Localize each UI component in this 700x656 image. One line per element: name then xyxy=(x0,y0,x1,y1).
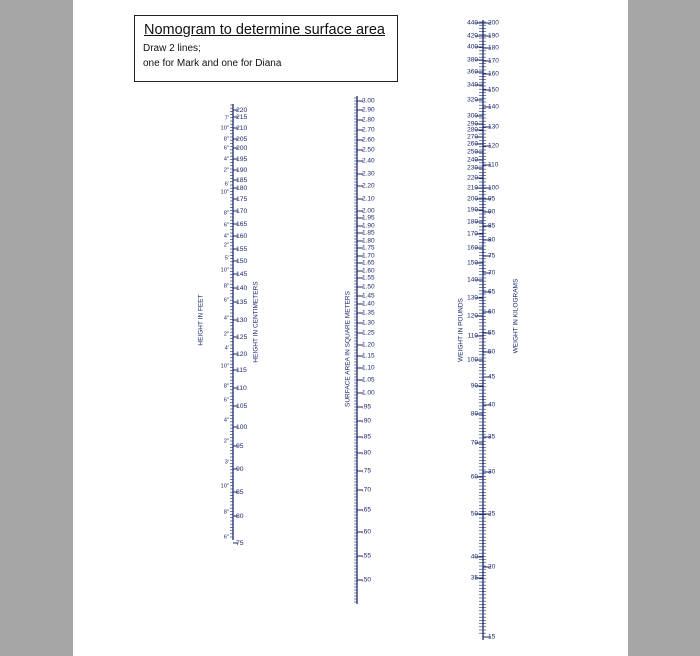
height-ft-tick-label: 2" xyxy=(223,167,229,174)
weight-kg-tick-label: 85 xyxy=(488,222,496,230)
height-ft-tick-label: 10" xyxy=(220,483,229,490)
weight-lb-tick-label: 130 xyxy=(467,294,478,302)
surface-area-scale xyxy=(345,96,375,604)
surface-tick-label: 2.00 xyxy=(362,207,375,215)
surface-tick-label: 1.70 xyxy=(362,252,375,260)
weight-lb-tick-label: 260 xyxy=(467,140,478,148)
weight-lb-tick-label: 160 xyxy=(467,244,478,252)
height-ft-tick-label: 8" xyxy=(223,136,229,143)
instruction-line-2: one for Mark and one for Diana xyxy=(143,58,282,69)
weight-lb-tick-label: 170 xyxy=(467,230,478,238)
surface-tick-label: .65 xyxy=(362,506,372,514)
surface-tick-label: 2.50 xyxy=(362,146,375,154)
weight-kg-tick-label: 160 xyxy=(488,70,499,78)
surface-tick-label: 2.60 xyxy=(362,136,375,144)
height-ft-tick-label: 4" xyxy=(223,156,229,163)
weight-lb-tick-label: 340 xyxy=(467,81,478,89)
weight-lb-tick-label: 140 xyxy=(467,276,478,284)
weight-kg-tick-label: 190 xyxy=(488,32,499,40)
surface-tick-label: .95 xyxy=(362,403,372,411)
height-ft-tick-label: 8" xyxy=(223,383,229,390)
height-cm-tick-label: 125 xyxy=(236,333,248,341)
weight-kg-tick-label: 80 xyxy=(488,236,496,244)
surface-tick-label: 1.45 xyxy=(362,292,375,300)
surface-tick-label: 1.80 xyxy=(362,237,375,245)
weight-lb-tick-label: 400 xyxy=(467,43,478,51)
weight-scale xyxy=(458,20,520,641)
weight-kg-tick-label: 15 xyxy=(488,633,496,641)
height-ft-tick-label: 6" xyxy=(223,397,229,404)
height-cm-tick-label: 105 xyxy=(236,402,248,410)
surface-tick-label: .80 xyxy=(362,449,372,457)
height-cm-tick-label: 180 xyxy=(236,184,248,192)
weight-kg-tick-label: 180 xyxy=(488,44,499,52)
height-ft-tick-label: 8" xyxy=(223,283,229,290)
height-cm-tick-label: 90 xyxy=(236,465,244,473)
height-ft-tick-label: 10" xyxy=(220,125,229,132)
instruction-line-1: Draw 2 lines; xyxy=(143,43,201,54)
surface-tick-label: 1.30 xyxy=(362,319,375,327)
height-ft-tick-label: 6" xyxy=(223,297,229,304)
surface-tick-label: 2.70 xyxy=(362,126,375,134)
weight-lb-tick-label: 420 xyxy=(467,32,478,40)
surface-tick-label: .75 xyxy=(362,467,372,475)
height-ft-tick-label: 6" xyxy=(223,222,229,229)
surface-tick-label: .60 xyxy=(362,528,372,536)
weight-lb-tick-label: 200 xyxy=(467,195,478,203)
weight-lb-tick-label: 80 xyxy=(470,410,478,418)
height-cm-axis-label: HEIGHT IN CENTIMETERS xyxy=(252,281,260,363)
height-cm-tick-label: 155 xyxy=(236,245,248,253)
weight-lb-tick-label: 90 xyxy=(470,382,478,390)
height-ft-tick-label: 6" xyxy=(223,534,229,541)
weight-lb-tick-label: 100 xyxy=(467,356,478,364)
height-cm-tick-label: 205 xyxy=(236,135,248,143)
weight-lb-tick-label: 440 xyxy=(467,19,478,27)
height-ft-tick-label: 4" xyxy=(223,233,229,240)
weight-kg-tick-label: 70 xyxy=(488,269,496,277)
surface-tick-label: .90 xyxy=(362,417,372,425)
height-cm-tick-label: 200 xyxy=(236,144,248,152)
weight-kg-tick-label: 95 xyxy=(488,195,496,203)
weight-kg-tick-label: 25 xyxy=(488,510,496,518)
height-cm-tick-label: 100 xyxy=(236,423,248,431)
weight-kg-tick-label: 130 xyxy=(488,123,499,131)
weight-lb-tick-label: 190 xyxy=(467,206,478,214)
weight-lb-tick-label: 40 xyxy=(470,553,478,561)
weight-lb-tick-label: 290 xyxy=(467,120,478,128)
weight-lb-tick-label: 150 xyxy=(467,259,478,267)
weight-kg-tick-label: 35 xyxy=(488,433,496,441)
weight-lb-tick-label: 230 xyxy=(467,164,478,172)
surface-tick-label: 1.60 xyxy=(362,267,375,275)
weight-kg-tick-label: 60 xyxy=(488,308,496,316)
surface-tick-label: 1.25 xyxy=(362,329,375,337)
weight-kg-tick-label: 20 xyxy=(488,563,496,571)
weight-kg-tick-label: 100 xyxy=(488,184,499,192)
height-cm-tick-label: 140 xyxy=(236,284,248,292)
height-ft-tick-label: 3' xyxy=(224,459,229,466)
weight-lb-tick-label: 210 xyxy=(467,184,478,192)
surface-tick-label: 1.95 xyxy=(362,214,375,222)
weight-kg-tick-label: 140 xyxy=(488,103,499,111)
height-cm-tick-label: 85 xyxy=(236,488,244,496)
height-ft-tick-label: 10" xyxy=(220,267,229,274)
weight-lb-tick-label: 50 xyxy=(470,510,478,518)
height-ft-tick-label: 8" xyxy=(223,210,229,217)
height-cm-tick-label: 75 xyxy=(236,539,244,547)
height-ft-tick-label: 6' xyxy=(224,181,229,188)
surface-tick-label: 1.35 xyxy=(362,309,375,317)
surface-tick-label: 1.00 xyxy=(362,389,375,397)
surface-tick-label: 1.55 xyxy=(362,274,375,282)
height-cm-tick-label: 165 xyxy=(236,220,248,228)
weight-lb-tick-label: 380 xyxy=(467,56,478,64)
weight-lb-tick-label: 35 xyxy=(470,574,478,582)
surface-tick-label: 2.30 xyxy=(362,170,375,178)
surface-tick-label: 2.40 xyxy=(362,157,375,165)
height-feet-axis-label: HEIGHT IN FEET xyxy=(197,294,205,346)
weight-kg-tick-label: 170 xyxy=(488,57,499,65)
weight-kg-tick-label: 65 xyxy=(488,288,496,296)
surface-tick-label: 1.40 xyxy=(362,300,375,308)
weight-lb-tick-label: 120 xyxy=(467,312,478,320)
height-cm-tick-label: 190 xyxy=(236,166,248,174)
surface-tick-label: 1.75 xyxy=(362,244,375,252)
weight-kg-axis-label: WEIGHT IN KILOGRAMS xyxy=(512,278,520,354)
weight-lb-tick-label: 320 xyxy=(467,96,478,104)
weight-lb-tick-label: 270 xyxy=(467,133,478,141)
height-cm-tick-label: 185 xyxy=(236,176,248,184)
surface-tick-label: 1.15 xyxy=(362,352,375,360)
weight-lb-tick-label: 300 xyxy=(467,112,478,120)
weight-lb-tick-label: 220 xyxy=(467,174,478,182)
weight-lb-tick-label: 70 xyxy=(470,439,478,447)
surface-tick-label: 1.65 xyxy=(362,259,375,267)
weight-kg-tick-label: 200 xyxy=(488,19,499,27)
height-ft-tick-label: 2" xyxy=(223,331,229,338)
weight-kg-tick-label: 40 xyxy=(488,401,496,409)
weight-kg-tick-label: 90 xyxy=(488,208,496,216)
height-cm-tick-label: 130 xyxy=(236,316,248,324)
height-cm-tick-label: 160 xyxy=(236,232,248,240)
nomogram-title: Nomogram to determine surface area xyxy=(144,22,385,38)
surface-tick-label: 2.10 xyxy=(362,195,375,203)
surface-tick-label: .85 xyxy=(362,433,372,441)
weight-lb-tick-label: 180 xyxy=(467,218,478,226)
surface-tick-label: 1.20 xyxy=(362,341,375,349)
weight-lb-axis-label: WEIGHT IN POUNDS xyxy=(457,298,465,362)
height-ft-tick-label: 10" xyxy=(220,189,229,196)
height-ft-tick-label: 8" xyxy=(223,509,229,516)
height-cm-tick-label: 215 xyxy=(236,113,248,121)
weight-kg-tick-label: 50 xyxy=(488,348,496,356)
weight-kg-tick-label: 120 xyxy=(488,142,499,150)
height-cm-tick-label: 210 xyxy=(236,124,248,132)
height-cm-tick-label: 220 xyxy=(236,106,248,114)
weight-lb-tick-label: 110 xyxy=(467,332,478,340)
height-cm-tick-label: 195 xyxy=(236,155,248,163)
height-ft-tick-label: 10" xyxy=(220,363,229,370)
height-ft-tick-label: 7' xyxy=(224,115,229,122)
surface-tick-label: 1.50 xyxy=(362,283,375,291)
weight-lb-tick-label: 60 xyxy=(470,473,478,481)
surface-tick-label: 1.05 xyxy=(362,376,375,384)
weight-lb-tick-label: 240 xyxy=(467,156,478,164)
height-cm-tick-label: 110 xyxy=(236,384,247,392)
surface-tick-label: .55 xyxy=(362,552,372,560)
weight-kg-tick-label: 110 xyxy=(488,161,499,169)
height-ft-tick-label: 6" xyxy=(223,145,229,152)
surface-tick-label: 3.00 xyxy=(362,97,375,105)
weight-lb-tick-label: 250 xyxy=(467,148,478,156)
height-cm-tick-label: 150 xyxy=(236,257,248,265)
surface-tick-label: 2.90 xyxy=(362,106,375,114)
height-cm-tick-label: 135 xyxy=(236,298,248,306)
height-cm-tick-label: 95 xyxy=(236,442,244,450)
surface-axis-label: SURFACE AREA IN SQUARE METERS xyxy=(344,291,352,407)
surface-tick-label: 2.80 xyxy=(362,116,375,124)
surface-tick-label: 1.85 xyxy=(362,229,375,237)
weight-kg-tick-label: 150 xyxy=(488,86,499,94)
weight-kg-tick-label: 45 xyxy=(488,373,496,381)
height-ft-tick-label: 4' xyxy=(224,345,229,352)
surface-tick-label: .70 xyxy=(362,486,372,494)
height-cm-tick-label: 145 xyxy=(236,270,248,278)
height-cm-tick-label: 115 xyxy=(236,366,247,374)
height-ft-tick-label: 5' xyxy=(224,255,229,262)
weight-kg-tick-label: 30 xyxy=(488,468,496,476)
height-cm-tick-label: 120 xyxy=(236,350,248,358)
weight-lb-tick-label: 360 xyxy=(467,68,478,76)
height-cm-tick-label: 80 xyxy=(236,512,244,520)
surface-tick-label: 1.10 xyxy=(362,364,375,372)
height-cm-tick-label: 170 xyxy=(236,207,248,215)
surface-tick-label: 2.20 xyxy=(362,182,375,190)
height-scale xyxy=(198,104,260,547)
height-ft-tick-label: 4" xyxy=(223,417,229,424)
weight-kg-tick-label: 75 xyxy=(488,252,496,260)
height-ft-tick-label: 4" xyxy=(223,315,229,322)
weight-kg-tick-label: 55 xyxy=(488,329,496,337)
height-ft-tick-label: 2" xyxy=(223,438,229,445)
height-cm-tick-label: 175 xyxy=(236,195,248,203)
surface-tick-label: .50 xyxy=(362,576,372,584)
surface-tick-label: 1.90 xyxy=(362,222,375,230)
height-ft-tick-label: 2" xyxy=(223,242,229,249)
weight-lb-tick-label: 280 xyxy=(467,126,478,134)
